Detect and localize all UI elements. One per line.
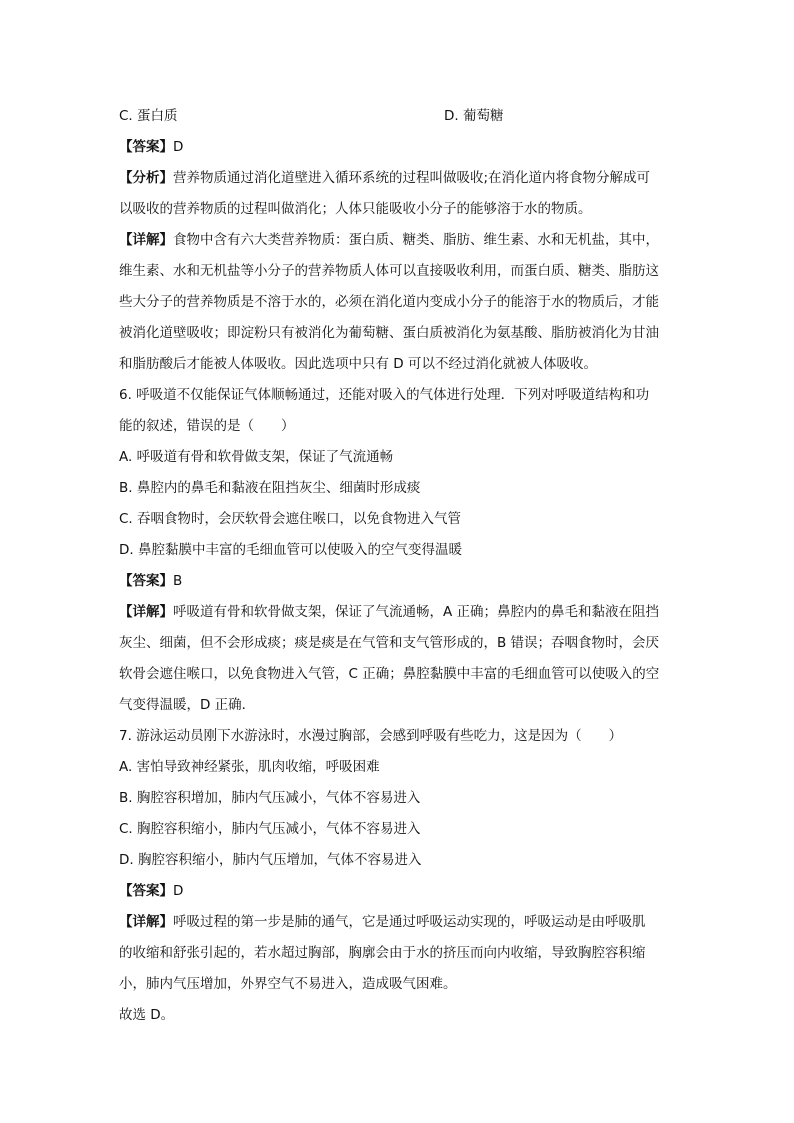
q7-answer-value: D: [173, 883, 184, 899]
q5-option-c: C. 蛋白质: [119, 108, 178, 124]
q5-detail-line: [119, 225, 689, 256]
q5-answer-value: D: [173, 139, 184, 155]
q6-detail-text-4: 气变得温暖，D 正确．: [119, 697, 256, 713]
q6-detail-text-2: 灰尘、细菌，但不会形成痰；痰是痰是在气管和支气管形成的，B 错误；吞咽食物时，会厌: [119, 635, 660, 651]
q5-answer-tag: 【答案】: [119, 139, 173, 155]
q7-answer: [119, 876, 689, 907]
q7-detail-tag: 【详解】: [119, 914, 173, 930]
q6-stem-2: 能的叙述，错误的是（ ）: [119, 418, 295, 434]
q7-detail-text-1: 呼吸过程的第一步是肺的通气，它是通过呼吸运动实现的，呼吸运动是由呼吸肌: [173, 914, 646, 930]
q5-detail-text-4: 被消化道壁吸收；即淀粉只有被消化为葡萄糖、蛋白质被消化为氨基酸、脂肪被消化为甘油: [119, 325, 659, 341]
q6-detail-text-3: 软骨会遮住喉口，以免食物进入气管，C 正确；鼻腔黏膜中丰富的毛细血管可以使吸入的空: [119, 666, 660, 682]
q7-option-b: B. 胸腔容积增加，肺内气压减小，气体不容易进入: [119, 790, 421, 806]
q7-detail-text-2: 的收缩和舒张引起的，若水超过胸部，胸廓会由于水的挤压而向内收缩，导致胸腔容积缩: [119, 945, 646, 961]
q7-detail-text-3: 小，肺内气压增加，外界空气不易进入，造成吸气困难。: [119, 976, 457, 992]
q6-detail-text-1: 呼吸道有骨和软骨做支架，保证了气流通畅，A 正确；鼻腔内的鼻毛和黏液在阻挡: [173, 604, 660, 620]
q7-option-a: A. 害怕导致神经紧张，肌肉收缩，呼吸困难: [119, 759, 380, 775]
q6-answer-tag: 【答案】: [119, 573, 173, 589]
q5-analysis-text-1: 营养物质通过消化道壁进入循环系统的过程叫做吸收;在消化道内将食物分解成可: [173, 170, 651, 186]
q7-detail-line: [119, 907, 689, 938]
q5-detail-text-2: 维生素、水和无机盐等小分子的营养物质人体可以直接吸收利用，而蛋白质、糖类、脂肪这: [119, 263, 659, 279]
q7-option-d: D. 胸腔容积缩小，肺内气压增加，气体不容易进入: [119, 852, 422, 868]
q7-answer-tag: 【答案】: [119, 883, 173, 899]
q5-options-row: [119, 101, 689, 132]
q5-option-d: D. 葡萄糖: [444, 108, 504, 124]
q6-option-b: B. 鼻腔内的鼻毛和黏液在阻挡灰尘、细菌时形成痰: [119, 480, 421, 496]
q6-detail-line: [119, 597, 689, 628]
q5-analysis-text-2: 以吸收的营养物质的过程叫做消化；人体只能吸收小分子的能够溶于水的物质。: [119, 201, 592, 217]
q5-detail-text-1: 食物中含有六大类营养物质：蛋白质、糖类、脂肪、维生素、水和无机盐，其中，: [173, 232, 659, 248]
q6-option-d: D. 鼻腔黏膜中丰富的毛细血管可以使吸入的空气变得温暖: [119, 542, 462, 558]
q5-analysis-line: [119, 163, 689, 194]
q5-detail-text-3: 些大分子的营养物质是不溶于水的，必须在消化道内变成小分子的能溶于水的物质后，才能: [119, 294, 659, 310]
q6-option-a: A. 呼吸道有骨和软骨做支架，保证了气流通畅: [119, 449, 394, 465]
q6-option-c: C. 吞咽食物时，会厌软骨会遮住喉口，以免食物进入气管: [119, 511, 462, 527]
document-content: [119, 101, 689, 1031]
q5-detail-tag: 【详解】: [119, 232, 173, 248]
q6-answer: [119, 566, 689, 597]
q6-stem-1: 6. 呼吸道不仅能保证气体顺畅通过，还能对吸入的气体进行处理．下列对呼吸道结构和功: [119, 387, 650, 403]
q6-detail-tag: 【详解】: [119, 604, 173, 620]
q5-detail-text-5: 和脂肪酸后才能被人体吸收。因此选项中只有 D 可以不经过消化就被人体吸收。: [119, 356, 597, 372]
q5-analysis-tag: 【分析】: [119, 170, 173, 186]
q7-stem: 7. 游泳运动员刚下水游泳时，水漫过胸部，会感到呼吸有些吃力，这是因为（ ）: [119, 728, 623, 744]
q7-conclusion: 故选 D。: [119, 1007, 175, 1023]
q5-answer: [119, 132, 689, 163]
q7-option-c: C. 胸腔容积缩小，肺内气压减小，气体不容易进入: [119, 821, 421, 837]
q6-answer-value: B: [173, 573, 183, 589]
